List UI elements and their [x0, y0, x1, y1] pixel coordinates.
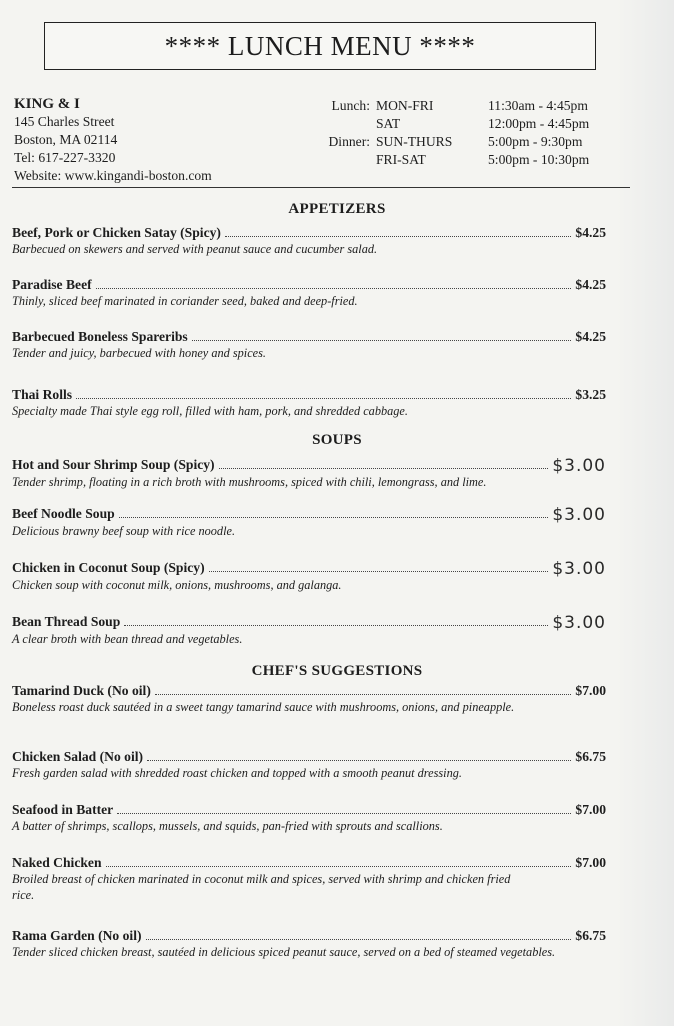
restaurant-name: KING & I [14, 96, 80, 112]
item-description: Boneless roast duck sautéed in a sweet tangy tamarind sauce with mushrooms, onions, and pineapple. [12, 700, 515, 714]
restaurant-phone: Tel: 617-227-3320 [14, 150, 116, 165]
hours-time: 5:00pm - 10:30pm [488, 152, 590, 167]
hours-days: SUN-THURS [376, 134, 453, 149]
menu-item [12, 855, 606, 903]
item-name: Paradise Beef [12, 277, 92, 292]
item-price: $3.00 [552, 505, 606, 525]
dot-leader [225, 236, 571, 237]
item-price: $4.25 [575, 329, 606, 344]
dot-leader [119, 517, 549, 518]
item-description: Tender shrimp, floating in a rich broth with mushrooms, spiced with chili, lemongrass, and lime. [12, 475, 487, 489]
dot-leader [117, 813, 571, 814]
item-description: Tender and juicy, barbecued with honey and spices. [12, 346, 266, 360]
section-title-appetizers: APPETIZERS [288, 201, 386, 217]
item-description: Tender sliced chicken breast, sautéed in delicious spiced peanut sauce, served on a bed of steamed vegetables. [12, 945, 556, 959]
menu-item [12, 683, 606, 716]
item-name: Tamarind Duck (No oil) [12, 683, 151, 698]
item-name: Thai Rolls [12, 387, 73, 402]
menu-item [12, 225, 606, 258]
hours-time: 5:00pm - 9:30pm [488, 134, 583, 149]
menu-item [12, 928, 606, 961]
item-description: Barbecued on skewers and served with peanut sauce and cucumber salad. [12, 242, 378, 256]
hours-days: MON-FRI [376, 98, 434, 113]
item-name: Barbecued Boneless Spareribs [12, 329, 188, 344]
menu-item [12, 611, 606, 648]
item-description: Fresh garden salad with shredded roast chicken and topped with a smooth peanut dressing. [12, 766, 462, 780]
hours-time: 12:00pm - 4:45pm [488, 116, 590, 131]
dot-leader [209, 571, 549, 572]
item-description: Specialty made Thai style egg roll, filled with ham, pork, and shredded cabbage. [12, 404, 408, 418]
menu-item [12, 749, 606, 782]
item-price: $7.00 [575, 802, 606, 817]
item-name: Rama Garden (No oil) [12, 928, 142, 943]
hours-label: Dinner: [328, 134, 370, 149]
item-description: Thinly, sliced beef marinated in coriander seed, baked and deep-fried. [12, 294, 358, 308]
menu-title: **** LUNCH MENU **** [44, 22, 596, 70]
dot-leader [76, 398, 571, 399]
section-title-soups: SOUPS [312, 432, 362, 448]
item-description: Chicken soup with coconut milk, onions, mushrooms, and galanga. [12, 578, 342, 592]
restaurant-street: 145 Charles Street [14, 114, 115, 129]
dot-leader [155, 694, 572, 695]
item-price: $6.75 [575, 749, 606, 764]
dot-leader [147, 760, 571, 761]
hours-days: SAT [376, 116, 401, 131]
menu-item [12, 503, 606, 540]
restaurant-city: Boston, MA 02114 [14, 132, 118, 147]
item-name: Beef, Pork or Chicken Satay (Spicy) [12, 225, 221, 240]
restaurant-info [14, 95, 212, 185]
item-name: Chicken in Coconut Soup (Spicy) [12, 560, 205, 575]
hours-time: 11:30am - 4:45pm [488, 98, 588, 113]
item-name: Hot and Sour Shrimp Soup (Spicy) [12, 457, 215, 472]
item-price: $3.00 [552, 613, 606, 633]
item-description: A batter of shrimps, scallops, mussels, and squids, pan-fried with sprouts and scallions. [12, 819, 443, 833]
dot-leader [146, 939, 572, 940]
item-price: $6.75 [575, 928, 606, 943]
dot-leader [124, 625, 548, 626]
section-title-chefs-suggestions: CHEF'S SUGGESTIONS [251, 663, 423, 679]
hours-days: FRI-SAT [376, 152, 426, 167]
menu-item [12, 329, 606, 362]
menu-item [12, 454, 606, 491]
item-price: $3.25 [575, 387, 606, 402]
item-name: Naked Chicken [12, 855, 102, 870]
item-price: $7.00 [575, 855, 606, 870]
item-name: Seafood in Batter [12, 802, 114, 817]
restaurant-website: Website: www.kingandi-boston.com [14, 168, 212, 183]
item-description: Broiled breast of chicken marinated in coconut milk and spices, served with shrimp and chicken fried rice. [12, 872, 511, 902]
dot-leader [106, 866, 572, 867]
item-price: $4.25 [575, 277, 606, 292]
item-name: Bean Thread Soup [12, 614, 121, 629]
item-price: $3.00 [552, 559, 606, 579]
menu-item [12, 802, 606, 835]
item-name: Beef Noodle Soup [12, 506, 115, 521]
menu-item [12, 277, 606, 310]
hours-label: Lunch: [331, 98, 370, 113]
menu-item [12, 557, 606, 594]
item-price: $7.00 [575, 683, 606, 698]
item-price: $4.25 [575, 225, 606, 240]
item-description: Delicious brawny beef soup with rice noodle. [12, 524, 236, 538]
dot-leader [219, 468, 549, 469]
header-divider [12, 187, 630, 188]
item-description: A clear broth with bean thread and vegetables. [12, 632, 243, 646]
menu-item [12, 387, 606, 420]
item-name: Chicken Salad (No oil) [12, 749, 144, 764]
item-price: $3.00 [552, 456, 606, 476]
dot-leader [96, 288, 572, 289]
dot-leader [192, 340, 572, 341]
